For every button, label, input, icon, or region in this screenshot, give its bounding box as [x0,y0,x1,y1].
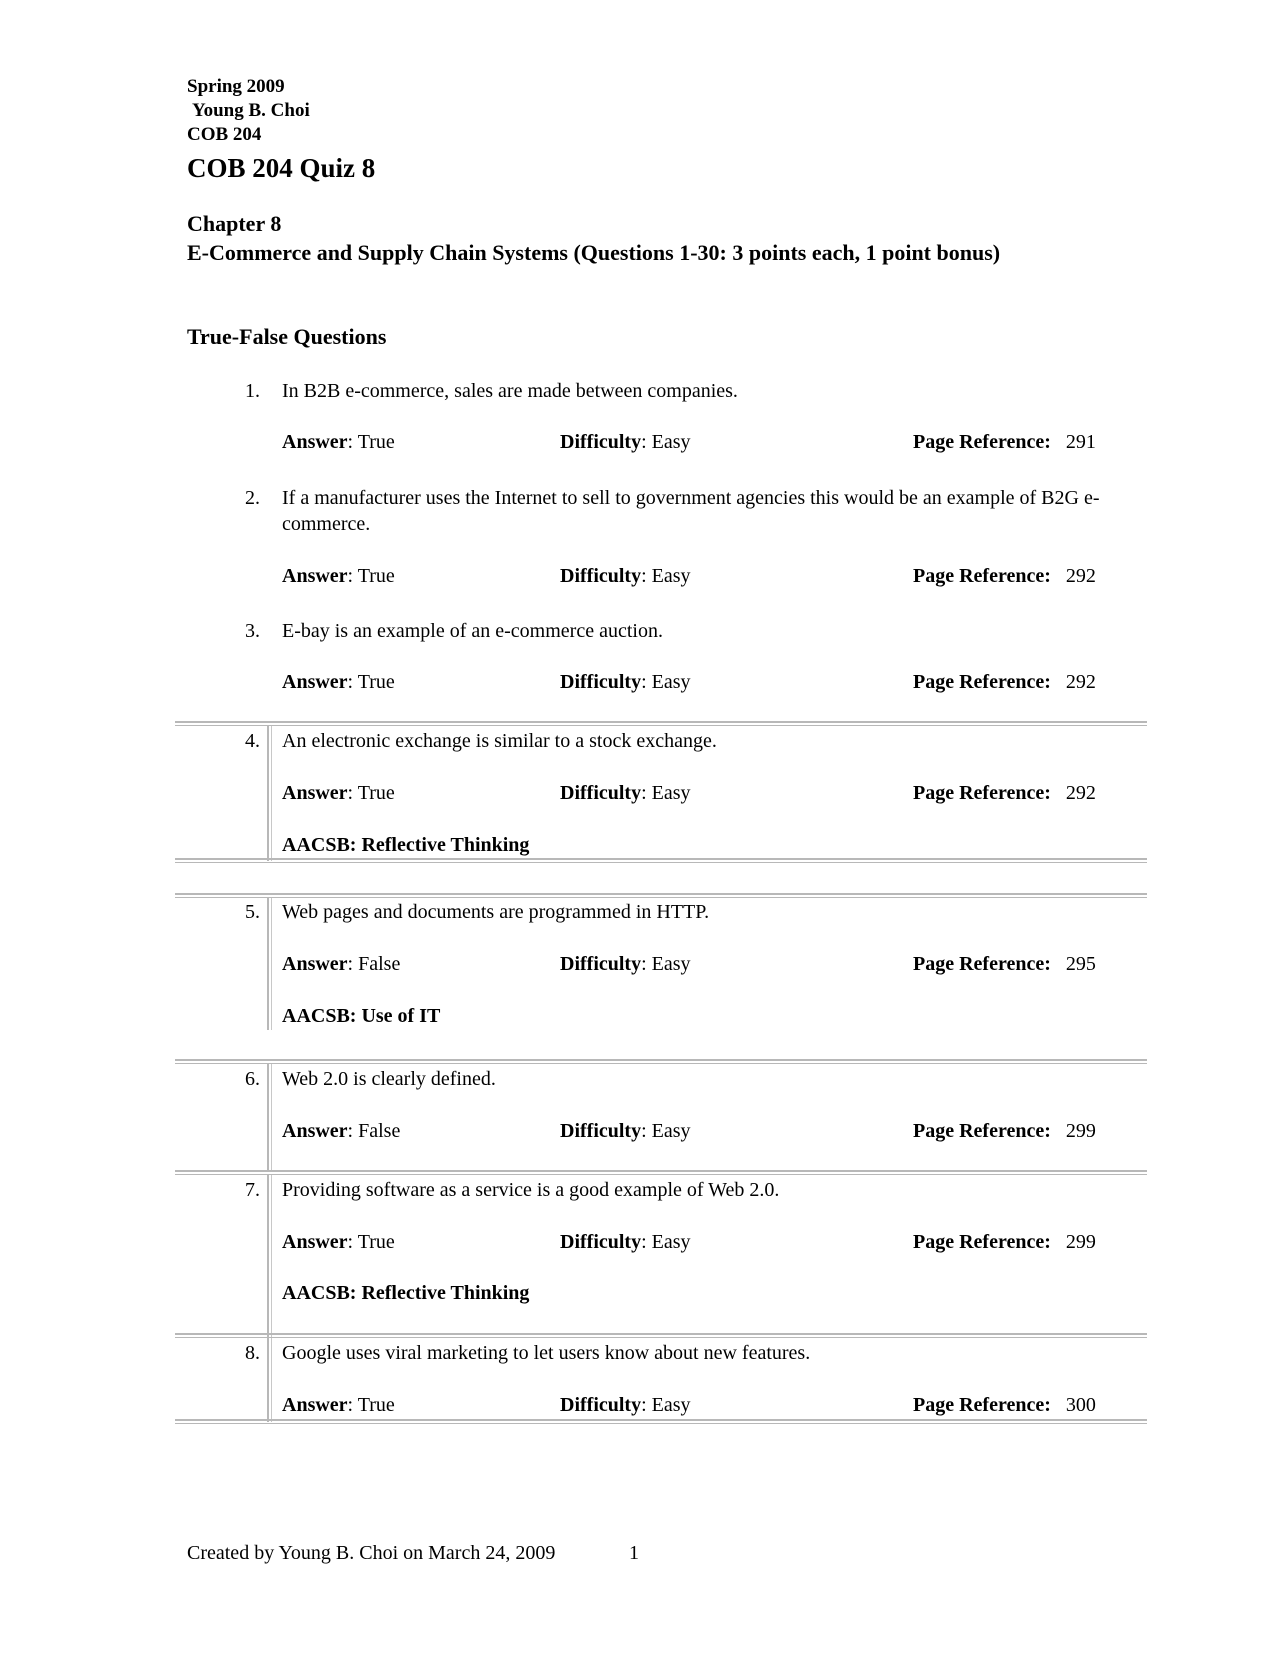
answer-label: Answer [282,1120,348,1142]
difficulty-label: Difficulty [560,1120,642,1142]
difficulty-label: Difficulty [560,671,642,693]
question-5-side-rule [267,898,272,1030]
page-reference-label: Page Reference: [913,953,1051,975]
answer-row: Answer: True Difficulty: Easy Page Reference: 300 [282,1394,1096,1416]
question-7-side-rule [267,1175,272,1337]
page-reference-value: 300 [1065,1394,1096,1416]
page-reference-value: 292 [1065,565,1096,587]
answer-row: Answer: True Difficulty: Easy Page Reference: 292 [282,671,1096,693]
page-reference-value: 291 [1065,431,1096,453]
page-reference-label: Page Reference: [913,1394,1051,1416]
question-number: 3. [245,620,260,642]
answer-value: False [358,1120,401,1142]
header-instructor: Young B. Choi [192,100,310,121]
page-reference-label: Page Reference: [913,782,1051,804]
question-8-top-rule [175,1333,1147,1338]
answer-label: Answer [282,1394,348,1416]
answer-value: True [357,431,395,453]
answer-label: Answer [282,1231,348,1253]
answer-row: Answer: True Difficulty: Easy Page Reference: 299 [282,1231,1096,1253]
difficulty-label: Difficulty [560,782,642,804]
answer-value: True [357,1394,395,1416]
question-text: In B2B e-commerce, sales are made between companies. [282,380,738,402]
question-number: 4. [245,730,260,752]
difficulty-label: Difficulty [560,1231,642,1253]
page-title: COB 204 Quiz 8 [187,153,376,183]
page-reference-label: Page Reference: [913,1231,1051,1253]
difficulty-value: Easy [651,782,691,804]
difficulty-value: Easy [651,431,691,453]
question-text: If a manufacturer uses the Internet to sell to government agencies this would be an example of B2G e-commerce. [282,487,1100,535]
question-6-top-rule [175,1059,1147,1064]
answer-value: True [357,565,395,587]
difficulty-label: Difficulty [560,565,642,587]
difficulty-value: Easy [651,1394,691,1416]
question-8-side-rule [267,1338,272,1422]
page-reference-value: 295 [1065,953,1096,975]
question-4-top-rule [175,721,1147,726]
answer-value: True [357,1231,395,1253]
question-8-bottom-rule [175,1419,1147,1424]
section-heading: True-False Questions [187,324,387,349]
difficulty-value: Easy [651,565,691,587]
question-4-side-rule [267,726,272,861]
aacsb-tag: AACSB: Reflective Thinking [282,834,530,856]
difficulty-value: Easy [651,1231,691,1253]
question-4-bottom-rule [175,858,1147,863]
answer-field: Answer: True [282,431,395,453]
page-reference-value: 299 [1065,1231,1096,1253]
question-text: Google uses viral marketing to let users know about new features. [282,1342,811,1364]
header-term: Spring 2009 [187,76,285,97]
aacsb-tag: AACSB: Use of IT [282,1005,441,1027]
answer-label: Answer [282,671,348,693]
answer-label: Answer [282,565,348,587]
question-text: Web pages and documents are programmed in HTTP. [282,901,710,923]
question-text: Providing software as a service is a good example of Web 2.0. [282,1179,780,1201]
difficulty-value: Easy [651,1120,691,1142]
question-number: 7. [245,1179,260,1201]
page-reference-label: Page Reference: [913,431,1051,453]
page-reference-field [913,429,1096,455]
question-6-side-rule [267,1064,272,1172]
question-number: 2. [245,487,260,509]
page-reference-label: Page Reference: [913,1120,1051,1142]
chapter-subtitle: E-Commerce and Supply Chain Systems (Questions 1-30: 3 points each, 1 point bonus) [187,240,1001,265]
answer-value: True [357,671,395,693]
difficulty-value: Easy [651,671,691,693]
answer-label: Answer [282,782,348,804]
question-text: An electronic exchange is similar to a stock exchange. [282,730,717,752]
footer-text: Created by Young B. Choi on March 24, 2009 [187,1542,556,1564]
difficulty-field: Difficulty: Easy [560,431,691,453]
difficulty-label: Difficulty [560,953,642,975]
question-number: 8. [245,1342,260,1364]
answer-row: Answer: False Difficulty: Easy Page Reference: 299 [282,1120,1096,1142]
header-course: COB 204 [187,124,262,145]
question-text: Web 2.0 is clearly defined. [282,1068,496,1090]
difficulty-label: Difficulty [560,431,642,453]
answer-value: False [358,953,401,975]
aacsb-tag: AACSB: Reflective Thinking [282,1282,530,1304]
question-number: 1. [245,380,260,402]
page-number: 1 [629,1542,639,1564]
page-reference-label: Page Reference: [913,671,1051,693]
answer-row: Answer: True Difficulty: Easy Page Reference: 292 [282,565,1096,587]
page-reference-value: 292 [1065,782,1096,804]
answer-label: Answer [282,953,348,975]
answer-value: True [357,782,395,804]
page-reference-label: Page Reference: [913,565,1051,587]
answer-row: Answer: True Difficulty: Easy Page Reference: 292 [282,782,1096,804]
question-5-top-rule [175,893,1147,898]
question-text: E-bay is an example of an e-commerce auction. [282,620,663,642]
question-7-top-rule [175,1170,1147,1175]
page-reference-value: 299 [1065,1120,1096,1142]
answer-row: Answer: False Difficulty: Easy Page Reference: 295 [282,953,1096,975]
answer-label: Answer [282,431,348,453]
page-reference-value: 292 [1065,671,1096,693]
answer-row [282,429,1122,455]
difficulty-value: Easy [651,953,691,975]
difficulty-label: Difficulty [560,1394,642,1416]
question-number: 5. [245,901,260,923]
question-number: 6. [245,1068,260,1090]
chapter-heading: Chapter 8 [187,211,282,236]
